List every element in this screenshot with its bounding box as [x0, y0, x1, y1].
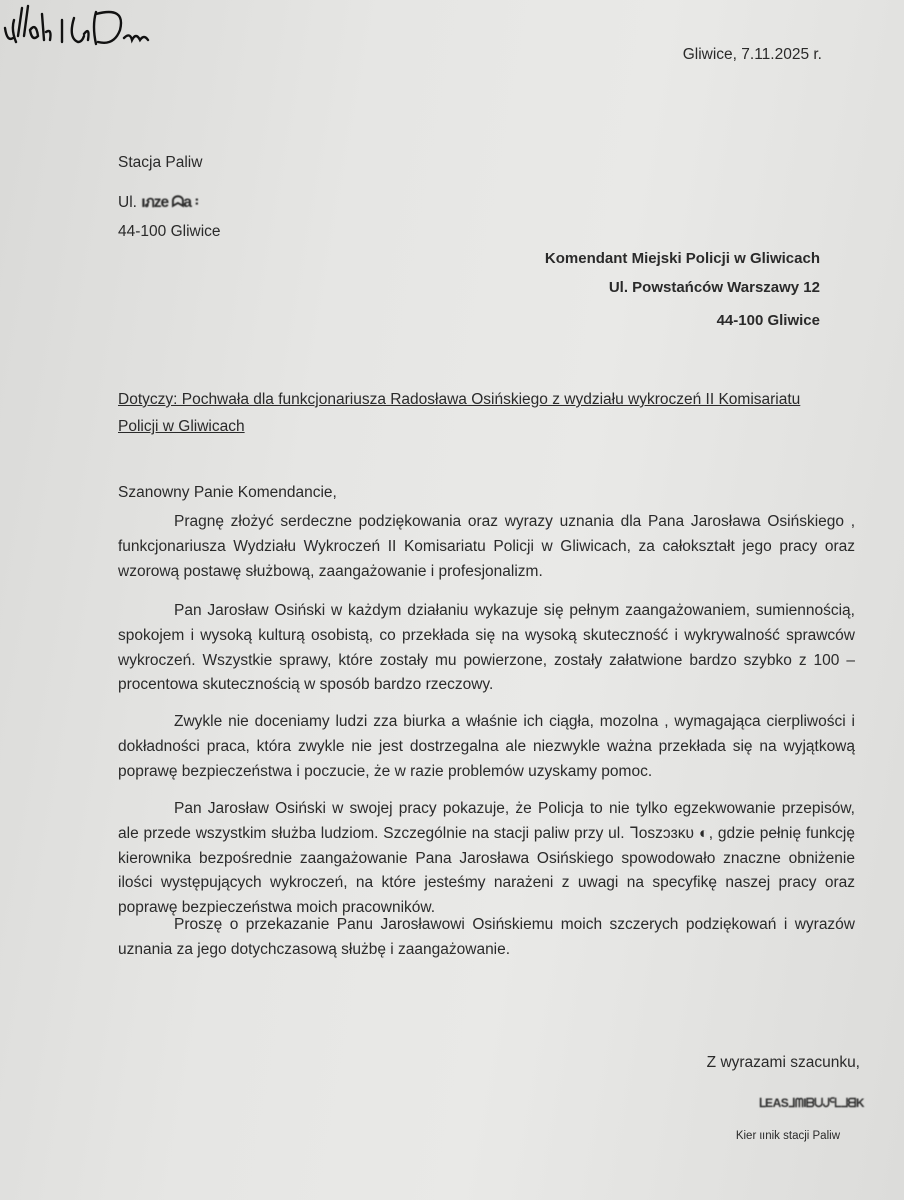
signer-role: Kier ιınik stacji Paliw	[735, 1130, 840, 1142]
redacted-street: ıภze ᗣa ꞉	[141, 194, 199, 211]
sender-name: Stacja Paliw	[118, 154, 203, 171]
paragraph-5: Proszę o przekazanie Panu Jarosławowi Osińskiemu moich szczerych podziękowań i wyrazów uznania za jego dotychczasową służbę i zaangażowanie.	[118, 916, 855, 958]
signer-name-redacted: ᒪEASᒧᗰIᗷᑌᒍᑦᒪᒧᗺK	[758, 1096, 864, 1110]
sender-street	[118, 189, 198, 214]
paragraph-4: Pan Jarosław Osiński w swojej pracy pokazuje, że Policja to nie tylko egzekwowanie przepisów, ale przede wszystkim służba ludziom. Szczególnie na stacji paliw przy ul. ᒣoszɔɜκυ ◐, gdzie pełnię funkcję kierownika bezpośrednie zaangażowanie Pana Jarosława Osińskiego spowodowało znaczne obniżenie ilości występujących wykroczeń, na które jesteśmy narażeni z uwagi na specyfikę naszej pracy oraz poprawę bezpieczeństwa moich pracowników.	[118, 800, 855, 917]
letter-date: Gliwice, 7.11.2025 r.	[682, 46, 822, 63]
handwritten-signature	[0, 0, 200, 50]
sender-city: 44-100 Gliwice	[118, 223, 221, 240]
sender-street-prefix: Ul.	[118, 194, 137, 211]
greeting: Szanowny Panie Komendancie,	[118, 484, 337, 501]
recipient-street: Ul. Powstańców Warszawy 12	[608, 279, 820, 296]
paragraph-2: Pan Jarosław Osiński w każdym działaniu wykazuje się pełnym zaangażowaniem, sumiennością, spokojem i wysoką kulturą osobistą, co przekłada się na wysoką skuteczność i wykrywalność sprawców wykroczeń. Wszystkie sprawy, które zostały mu powierzone, zostały załatwione bardzo szybko z 100 – procentowa skutecznością w sposób bardzo rzeczowy.	[118, 602, 855, 694]
closing: Z wyrazami szacunku,	[706, 1054, 860, 1071]
paragraph-3: Zwykle nie doceniamy ludzi zza biurka a właśnie ich ciągła, mozolna , wymagająca cierpliwości i dokładności praca, która zwykle nie jest dostrzegalna ale niezwykle ważna przekłada się na wyjątkową poprawę bezpieczeństwa i poczucie, że w razie problemów uzyskamy pomoc.	[118, 713, 855, 780]
recipient-city: 44-100 Gliwice	[716, 312, 820, 329]
recipient-name: Komendant Miejski Policji w Gliwicach	[544, 250, 820, 267]
letter-subject: Dotyczy: Pochwała dla funkcjonariusza Radosława Osińskiego z wydziału wykroczeń II Komisariatu Policji w Gliwicach	[118, 391, 801, 435]
paragraph-1: Pragnę złożyć serdeczne podziękowania oraz wyrazy uznania dla Pana Jarosława Osińskiego , funkcjonariusza Wydziału Wykroczeń II Komisariatu Policji w Gliwicach, za całokształt jego pracy oraz wzorową postawę służbową, zaangażowanie i profesjonalizm.	[118, 513, 855, 580]
